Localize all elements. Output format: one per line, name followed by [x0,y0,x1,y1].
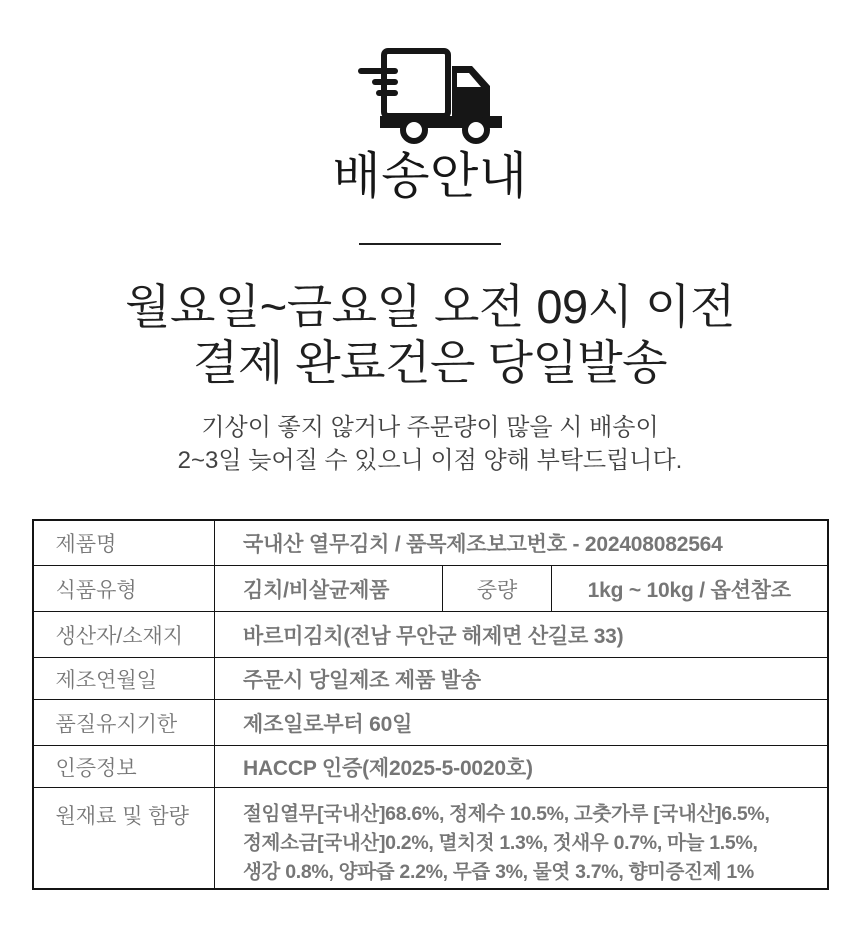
table-row-product-name [33,520,828,566]
row-label: 원재료 및 함량 [33,788,215,890]
table-row-producer [33,612,828,658]
product-info-table [32,519,829,891]
row-label: 제품명 [33,520,215,566]
row-label: 식품유형 [33,566,215,612]
row-value: 바르미김치(전남 무안군 해제면 산길로 33) [215,612,828,658]
row-value-weight: 1kg ~ 10kg / 옵션참조 [552,566,828,612]
row-value: 주문시 당일제조 제품 발송 [215,658,828,700]
shipping-headline-line1: 월요일~금요일 오전 09시 이전 [125,279,735,333]
row-label: 제조연월일 [33,658,215,700]
row-value: HACCP 인증(제2025-5-0020호) [215,746,828,788]
row-value-ingredients [215,788,828,890]
table-row-shelf-life [33,700,828,746]
row-value: 제조일로부터 60일 [215,700,828,746]
row-value: 김치/비살균제품 [215,566,443,612]
row-label-weight: 중량 [443,566,552,612]
row-label: 인증정보 [33,746,215,788]
delivery-header [0,0,860,245]
table-row-ingredients [33,788,828,890]
ingredients-line2: 정제소금[국내산]0.2%, 멸치젓 1.3%, 젓새우 0.7%, 마늘 1.5%, [243,832,758,854]
shipping-subtext-line2: 2~3일 늦어질 수 있으니 이점 양해 부탁드립니다. [177,446,683,474]
shipping-headline-line2: 결제 완료건은 당일발송 [192,335,668,389]
shipping-subtext [0,411,860,477]
table-row-manufacture-date [33,658,828,700]
shipping-subtext-line1: 기상이 좋지 않거나 주문량이 많을 시 배송이 [201,413,659,441]
ingredients-line1: 절임열무[국내산]68.6%, 정제수 10.5%, 고춧가루 [국내산]6.5%, [243,803,770,825]
row-label: 품질유지기한 [33,700,215,746]
table-row-certification [33,746,828,788]
delivery-title: 배송안내 [332,148,528,204]
table-row-food-type [33,566,828,612]
ingredients-line3: 생강 0.8%, 양파즙 2.2%, 무즙 3%, 물엿 3.7%, 향미증진제 1% [243,861,754,883]
row-value: 국내산 열무김치 / 품목제조보고번호 - 202408082564 [215,520,828,566]
row-label: 생산자/소재지 [33,612,215,658]
title-divider [359,243,501,245]
delivery-truck-icon [0,48,860,144]
shipping-headline [0,279,860,391]
